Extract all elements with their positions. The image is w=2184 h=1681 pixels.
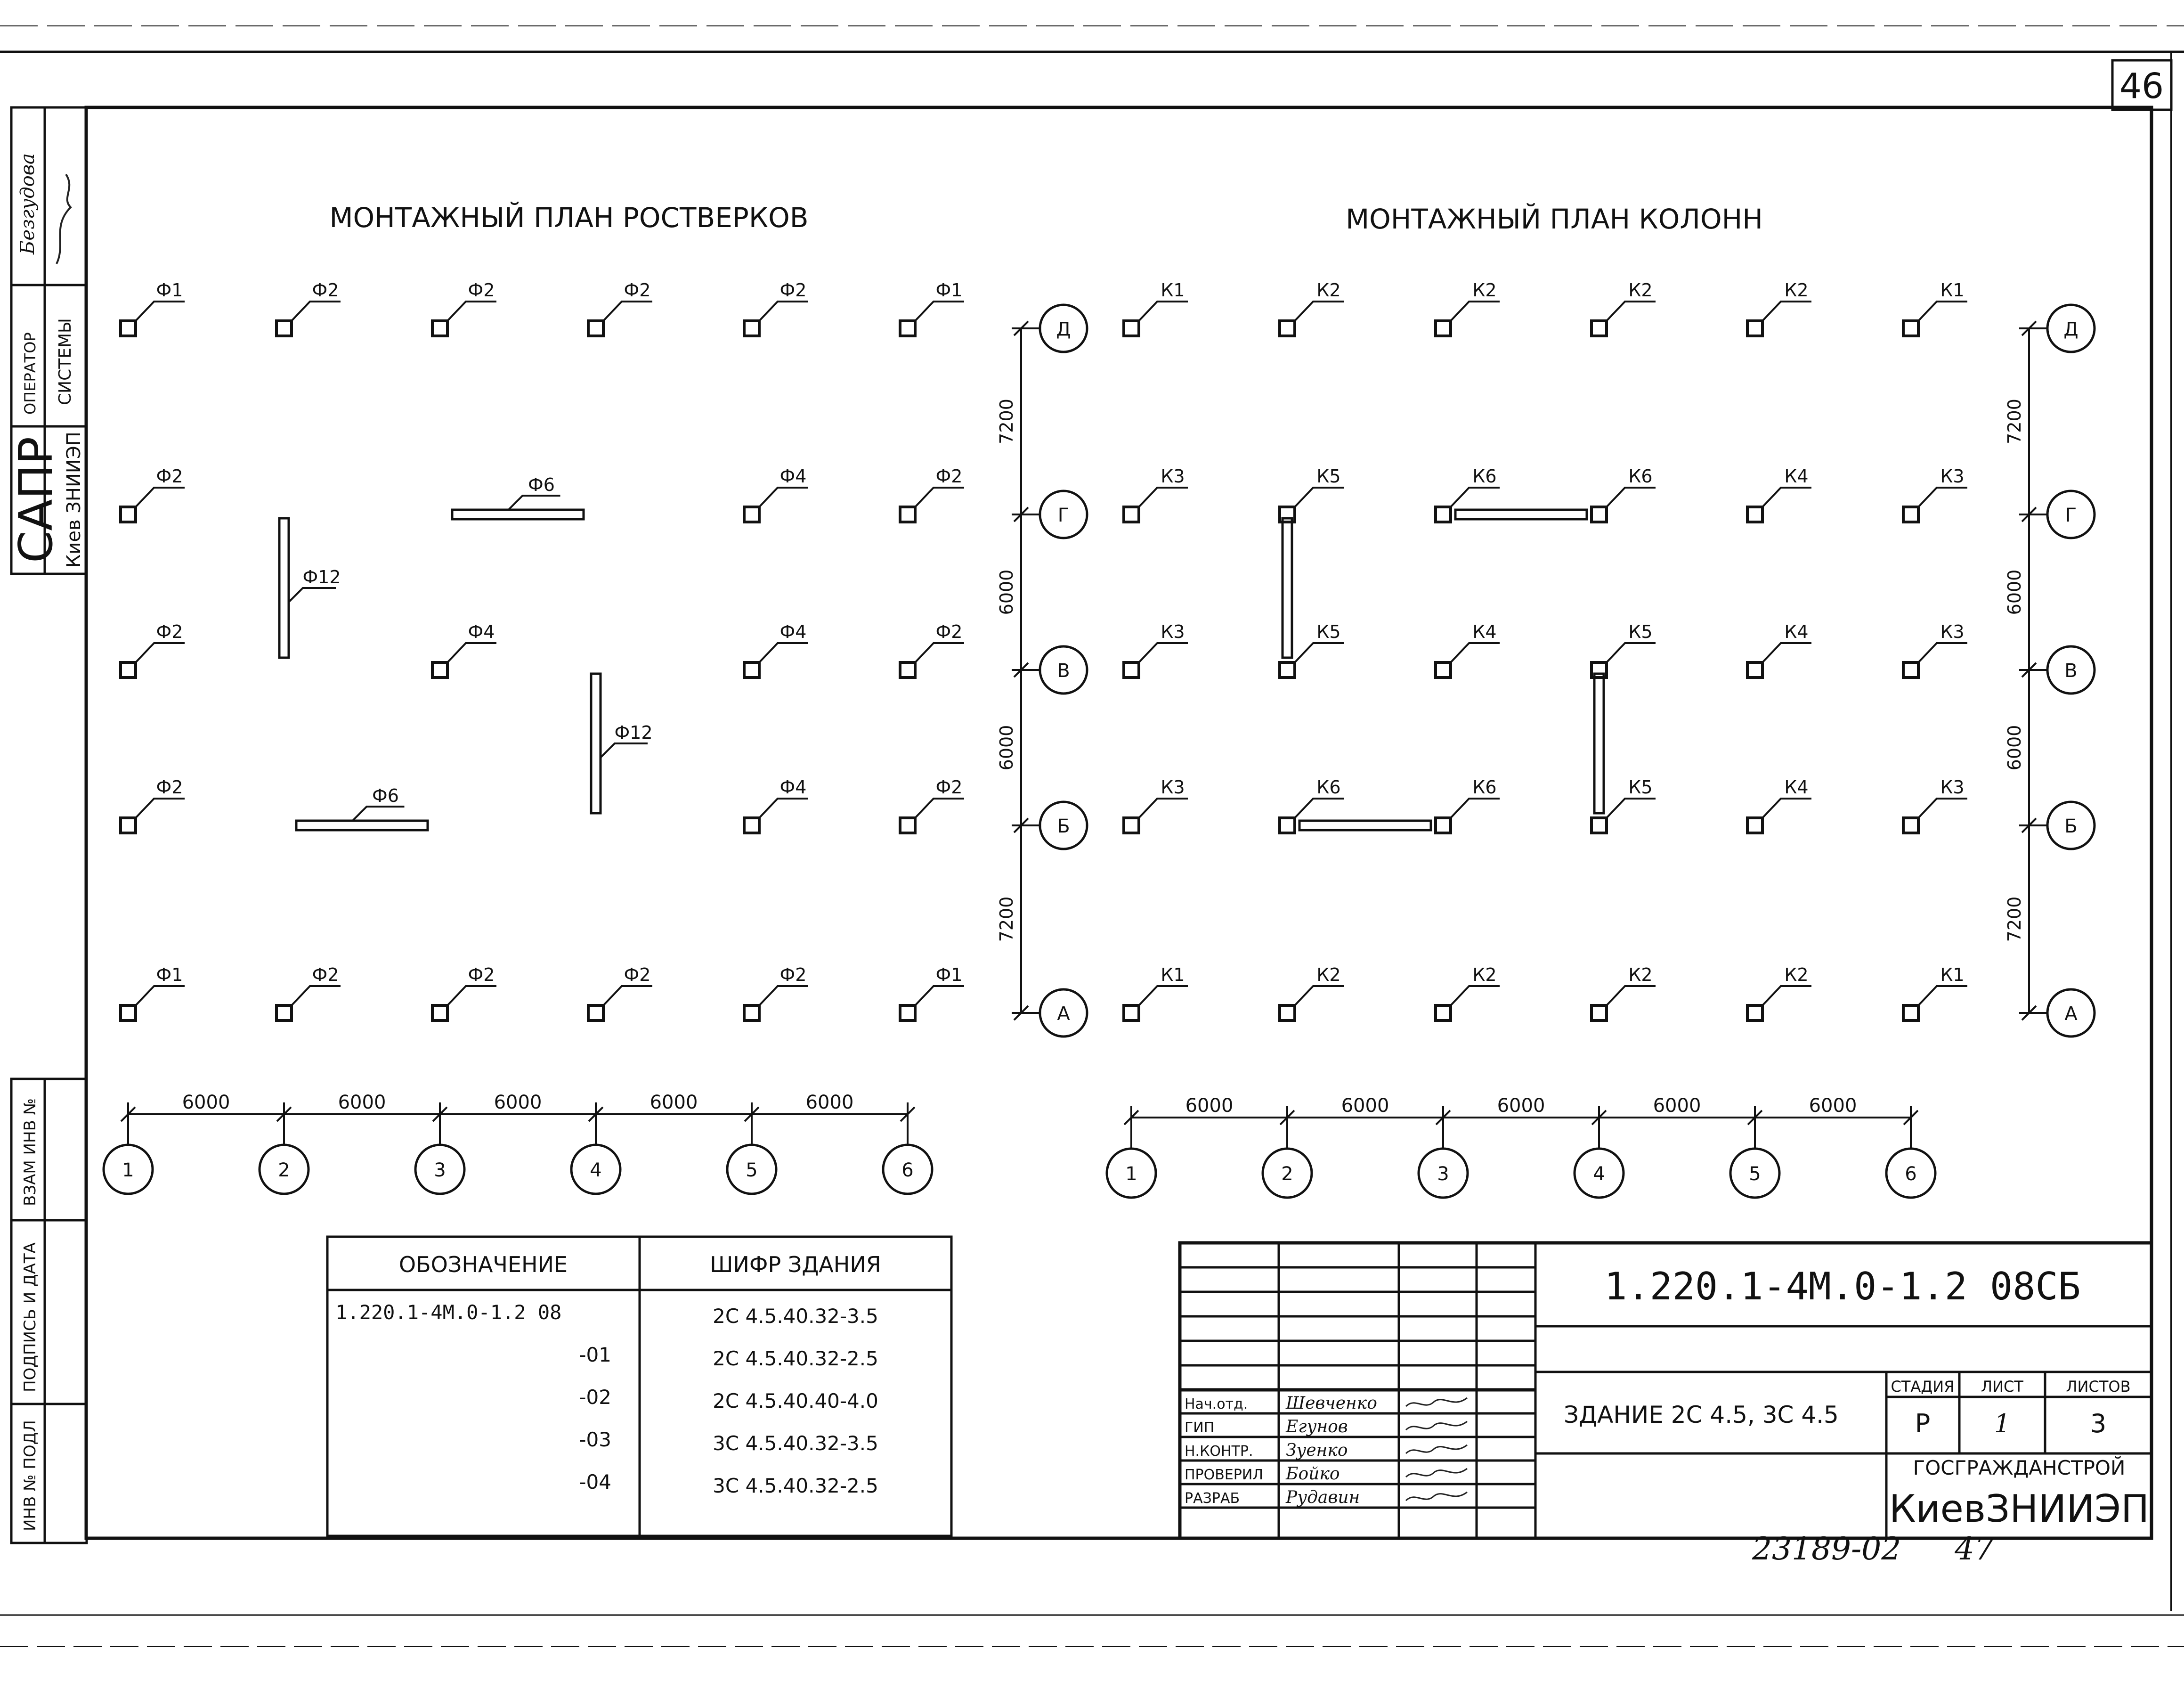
marker-square [1903,1005,1918,1020]
col-dim-label: 6000 [805,1092,854,1113]
marker-label: К5 [1628,621,1653,642]
beam-vertical [279,518,289,658]
spec-building-code: 2С 4.5.40.32-3.5 [713,1305,878,1328]
stamp-stage-header: СТАДИЯ [1891,1378,1955,1395]
marker-square [1591,818,1607,833]
marker-square [1124,1005,1139,1020]
marker-leader [915,799,964,818]
row-axis-label: Д [2063,318,2078,340]
marker-leader [1451,986,1500,1005]
marker-leader [759,643,808,662]
marker-label: К4 [1784,621,1809,642]
beam-vertical [591,674,601,813]
marker-leader [759,488,808,507]
col-axis-label: 1 [1125,1163,1137,1185]
col-dim-label: 6000 [650,1092,698,1113]
marker-label: К2 [1316,280,1341,301]
strip-system: СИСТЕМЫ [56,318,75,405]
marker-leader [603,302,652,321]
marker-leader [1451,799,1500,818]
marker-leader [759,799,808,818]
row-dim-label: 6000 [2004,725,2025,771]
col-axis-label: 6 [1905,1163,1917,1185]
beam-leader [601,743,648,758]
beam-leader [509,496,560,510]
marker-square [276,321,292,336]
marker-leader [447,986,496,1005]
marker-leader [603,986,652,1005]
marker-square [900,321,915,336]
marker-square [1124,507,1139,522]
marker-leader [915,488,964,507]
marker-label: Ф2 [156,621,183,642]
col-dim-label: 6000 [1653,1095,1701,1117]
stamp-signature [1406,1398,1467,1406]
marker-label: Ф1 [156,964,183,985]
marker-label: Ф2 [156,466,183,487]
col-dim-label: 6000 [182,1092,230,1113]
marker-label: Ф2 [624,280,651,301]
marker-square [1436,507,1451,522]
marker-label: К6 [1472,466,1497,487]
marker-square [900,662,915,677]
marker-leader [1918,986,1967,1005]
marker-square [276,1005,292,1020]
row-axis-label: Б [1057,816,1070,837]
marker-label: К5 [1316,466,1341,487]
marker-label: К4 [1784,466,1809,487]
row-axis-label: В [1057,660,1070,682]
strip-sapr: САПР [9,436,63,563]
marker-leader [1762,986,1811,1005]
marker-square [900,1005,915,1020]
beam-leader [353,807,405,821]
marker-label: Ф4 [779,466,807,487]
beam-vertical [1594,674,1604,813]
right-plan-title: МОНТАЖНЫЙ ПЛАН КОЛОНН [1346,203,1763,235]
marker-square [121,1005,136,1020]
marker-square [1436,818,1451,833]
spec-designation: -02 [579,1386,611,1409]
marker-label: Ф4 [779,777,807,798]
strip-inv: ИНВ № ПОДЛ [21,1420,40,1531]
marker-label: К4 [1784,777,1809,798]
marker-leader [136,302,185,321]
marker-square [1436,321,1451,336]
bottom-code: 23189-02 [1752,1531,1901,1567]
stamp-sheet-header: ЛИСТ [1981,1378,2023,1395]
marker-square [744,662,759,677]
marker-label: К3 [1940,621,1965,642]
strip-signer: Безгудова [17,153,39,254]
beam-horizontal [452,510,584,519]
spec-building-code: 2С 4.5.40.32-2.5 [713,1347,878,1370]
stamp-role: ПРОВЕРИЛ [1185,1467,1263,1483]
marker-leader [1139,799,1188,818]
marker-leader [136,488,185,507]
col-axis-label: 5 [746,1159,758,1181]
marker-leader [1762,302,1811,321]
marker-leader [1762,488,1811,507]
marker-label: Ф2 [935,466,963,487]
stamp-sheets: 3 [2090,1409,2107,1438]
marker-label: Ф1 [935,280,963,301]
marker-leader [136,643,185,662]
marker-leader [915,302,964,321]
marker-square [432,321,447,336]
marker-leader [1295,986,1344,1005]
row-axis-label: Г [1057,505,1070,526]
row-axis-label: Д [1056,318,1071,340]
strip-vzam: ВЗАМ ИНВ № [21,1098,40,1206]
spec-designation: -03 [579,1428,611,1451]
marker-square [121,662,136,677]
marker-square [588,1005,603,1020]
marker-square [900,818,915,833]
marker-label: Ф2 [156,777,183,798]
marker-square [1591,507,1607,522]
strip-signature [57,174,71,264]
marker-leader [136,799,185,818]
spec-designation: -04 [579,1470,611,1493]
marker-label: К3 [1940,466,1965,487]
beam-leader [289,588,336,602]
stamp-org1: ГОСГРАЖДАНСТРОЙ [1913,1456,2126,1479]
stamp-people [1185,1394,1467,1507]
spec-rows [335,1301,878,1497]
row-dim-label: 6000 [996,725,1017,771]
stamp-person: Шевченко [1286,1394,1377,1413]
marker-leader [1762,799,1811,818]
marker-square [121,818,136,833]
beam-label: Ф12 [614,722,653,743]
marker-label: К6 [1316,777,1341,798]
marker-label: Ф1 [935,964,963,985]
marker-leader [1918,302,1967,321]
marker-leader [447,643,496,662]
marker-leader [136,986,185,1005]
marker-leader [1918,488,1967,507]
marker-label: К2 [1784,964,1809,985]
marker-label: Ф2 [312,964,339,985]
col-axis-label: 3 [1437,1163,1449,1185]
marker-square [1747,662,1762,677]
marker-label: Ф2 [779,964,807,985]
marker-label: Ф2 [779,280,807,301]
col-axis-label: 4 [590,1159,602,1181]
col-dim-label: 6000 [1809,1095,1857,1117]
marker-square [1124,818,1139,833]
stamp-person: Зуенко [1286,1441,1348,1460]
marker-leader [1918,643,1967,662]
stamp-sheets-header: ЛИСТОВ [2066,1378,2131,1395]
marker-label: К1 [1940,964,1965,985]
spec-building-code: 3С 4.5.40.32-2.5 [713,1474,878,1497]
col-axis-label: 3 [434,1159,446,1181]
marker-leader [1607,799,1656,818]
marker-square [1124,321,1139,336]
col-dim-label: 6000 [1341,1095,1389,1117]
marker-label: Ф2 [935,777,963,798]
marker-label: К2 [1784,280,1809,301]
row-dim-label: 6000 [996,569,1017,615]
marker-square [744,818,759,833]
spec-building-code: 2С 4.5.40.40-4.0 [713,1389,878,1412]
marker-label: К4 [1472,621,1497,642]
marker-square [432,662,447,677]
col-axis-label: 2 [278,1159,290,1181]
marker-label: К2 [1628,280,1653,301]
marker-square [1280,818,1295,833]
marker-label: К2 [1628,964,1653,985]
marker-square [1747,1005,1762,1020]
marker-leader [447,302,496,321]
stamp-building: ЗДАНИЕ 2С 4.5, 3С 4.5 [1564,1401,1839,1428]
row-axis-label: Г [2065,505,2077,526]
marker-leader [1762,643,1811,662]
marker-square [1903,818,1918,833]
marker-square [744,1005,759,1020]
marker-leader [1607,488,1656,507]
row-axis-label: А [1057,1003,1070,1025]
marker-label: К1 [1161,280,1185,301]
col-dim-label: 6000 [1497,1095,1545,1117]
marker-square [744,321,759,336]
marker-label: К5 [1628,777,1653,798]
marker-leader [1295,302,1344,321]
marker-leader [1295,799,1344,818]
marker-square [1747,818,1762,833]
marker-square [121,507,136,522]
marker-label: Ф2 [312,280,339,301]
col-axis-label: 5 [1749,1163,1761,1185]
marker-label: Ф2 [468,964,495,985]
marker-square [432,1005,447,1020]
marker-label: Ф4 [779,621,807,642]
marker-leader [1295,488,1344,507]
marker-square [1591,321,1607,336]
row-dim-label: 7200 [996,399,1017,444]
marker-label: К6 [1628,466,1653,487]
row-axis-label: А [2064,1003,2078,1025]
marker-label: К2 [1316,964,1341,985]
marker-square [1747,321,1762,336]
marker-leader [1139,302,1188,321]
stamp-signature [1406,1421,1467,1430]
col-axis-label: 6 [901,1159,914,1181]
bottom-number: 47 [1955,1531,1994,1567]
marker-leader [1607,302,1656,321]
col-dim-label: 6000 [1185,1095,1234,1117]
marker-label: К5 [1316,621,1341,642]
spec-designation: -01 [579,1343,611,1366]
stamp-role: Н.КОНТР. [1185,1443,1253,1460]
marker-square [121,321,136,336]
marker-square [744,507,759,522]
marker-square [1124,662,1139,677]
marker-square [1436,662,1451,677]
page-number: 46 [2119,66,2164,106]
spec-designation: 1.220.1-4М.0-1.2 08 [335,1301,562,1324]
strip-operator: ОПЕРАТОР [21,332,39,415]
row-dim-label: 6000 [2004,569,2025,615]
row-dim-label: 7200 [996,896,1017,942]
left-plan-title: МОНТАЖНЫЙ ПЛАН РОСТВЕРКОВ [329,202,809,234]
marker-leader [915,643,964,662]
marker-leader [1451,643,1500,662]
marker-label: К3 [1161,621,1185,642]
marker-label: К2 [1472,964,1497,985]
stamp-signature [1406,1445,1467,1453]
col-axis-label: 1 [122,1159,134,1181]
stamp-role: ГИП [1185,1420,1215,1436]
marker-leader [1139,488,1188,507]
marker-leader [292,302,341,321]
beam-label: Ф6 [372,785,399,806]
marker-square [1591,1005,1607,1020]
beam-horizontal [1455,510,1587,519]
marker-square [1903,662,1918,677]
stamp-stage: Р [1915,1409,1931,1438]
marker-label: К3 [1940,777,1965,798]
beam-horizontal [1299,821,1431,830]
stamp-org2: КиевЗНИИЭП [1889,1487,2150,1531]
stamp-role: РАЗРАБ [1185,1490,1240,1507]
stamp-person: Егунов [1286,1417,1348,1436]
marker-leader [292,986,341,1005]
marker-square [1280,1005,1295,1020]
spec-building-code: 3С 4.5.40.32-3.5 [713,1432,878,1455]
stamp-person: Бойко [1286,1464,1340,1484]
marker-leader [1139,643,1188,662]
marker-label: К1 [1161,964,1185,985]
stamp-person: Рудавин [1286,1488,1360,1507]
marker-square [588,321,603,336]
right-plan [1107,280,2095,1198]
marker-leader [915,986,964,1005]
marker-label: Ф2 [468,280,495,301]
beam-vertical [1283,518,1292,658]
marker-leader [1918,799,1967,818]
col-dim-label: 6000 [338,1092,386,1113]
marker-leader [1139,986,1188,1005]
spec-header-code: ШИФР ЗДАНИЯ [710,1252,881,1277]
beam-label: Ф12 [302,567,341,588]
marker-square [1280,321,1295,336]
stamp-sheet: 1 [1994,1409,2011,1438]
beam-label: Ф6 [528,474,555,495]
row-dim-label: 7200 [2004,896,2025,942]
marker-square [1436,1005,1451,1020]
stamp-signature [1406,1492,1467,1501]
marker-square [900,507,915,522]
marker-label: Ф2 [624,964,651,985]
marker-square [1903,507,1918,522]
marker-label: К6 [1472,777,1497,798]
marker-square [1280,662,1295,677]
marker-label: К3 [1161,777,1185,798]
marker-leader [1451,302,1500,321]
marker-label: Ф4 [468,621,495,642]
marker-label: Ф1 [156,280,183,301]
marker-label: Ф2 [935,621,963,642]
marker-square [1747,507,1762,522]
marker-label: К1 [1940,280,1965,301]
stamp-role: Нач.отд. [1185,1396,1248,1412]
marker-leader [1451,488,1500,507]
stamp-code: 1.220.1-4М.0-1.2 08СБ [1604,1265,2081,1308]
row-dim-label: 7200 [2004,399,2025,444]
spec-header-designation: ОБОЗНАЧЕНИЕ [398,1252,568,1277]
left-plan [104,280,1087,1194]
marker-label: К2 [1472,280,1497,301]
stamp-signature [1406,1469,1467,1477]
strip-sapr-org: Киев ЗНИИЭП [63,432,85,568]
marker-leader [1607,643,1656,662]
row-axis-label: В [2064,660,2078,682]
col-axis-label: 2 [1281,1163,1293,1185]
marker-square [1903,321,1918,336]
strip-podpis: ПОДПИСЬ И ДАТА [21,1242,40,1392]
beam-horizontal [296,821,428,830]
row-axis-label: Б [2064,816,2078,837]
marker-leader [759,986,808,1005]
marker-leader [1607,986,1656,1005]
marker-leader [759,302,808,321]
col-axis-label: 4 [1593,1163,1605,1185]
col-dim-label: 6000 [494,1092,542,1113]
marker-label: К3 [1161,466,1185,487]
marker-leader [1295,643,1344,662]
